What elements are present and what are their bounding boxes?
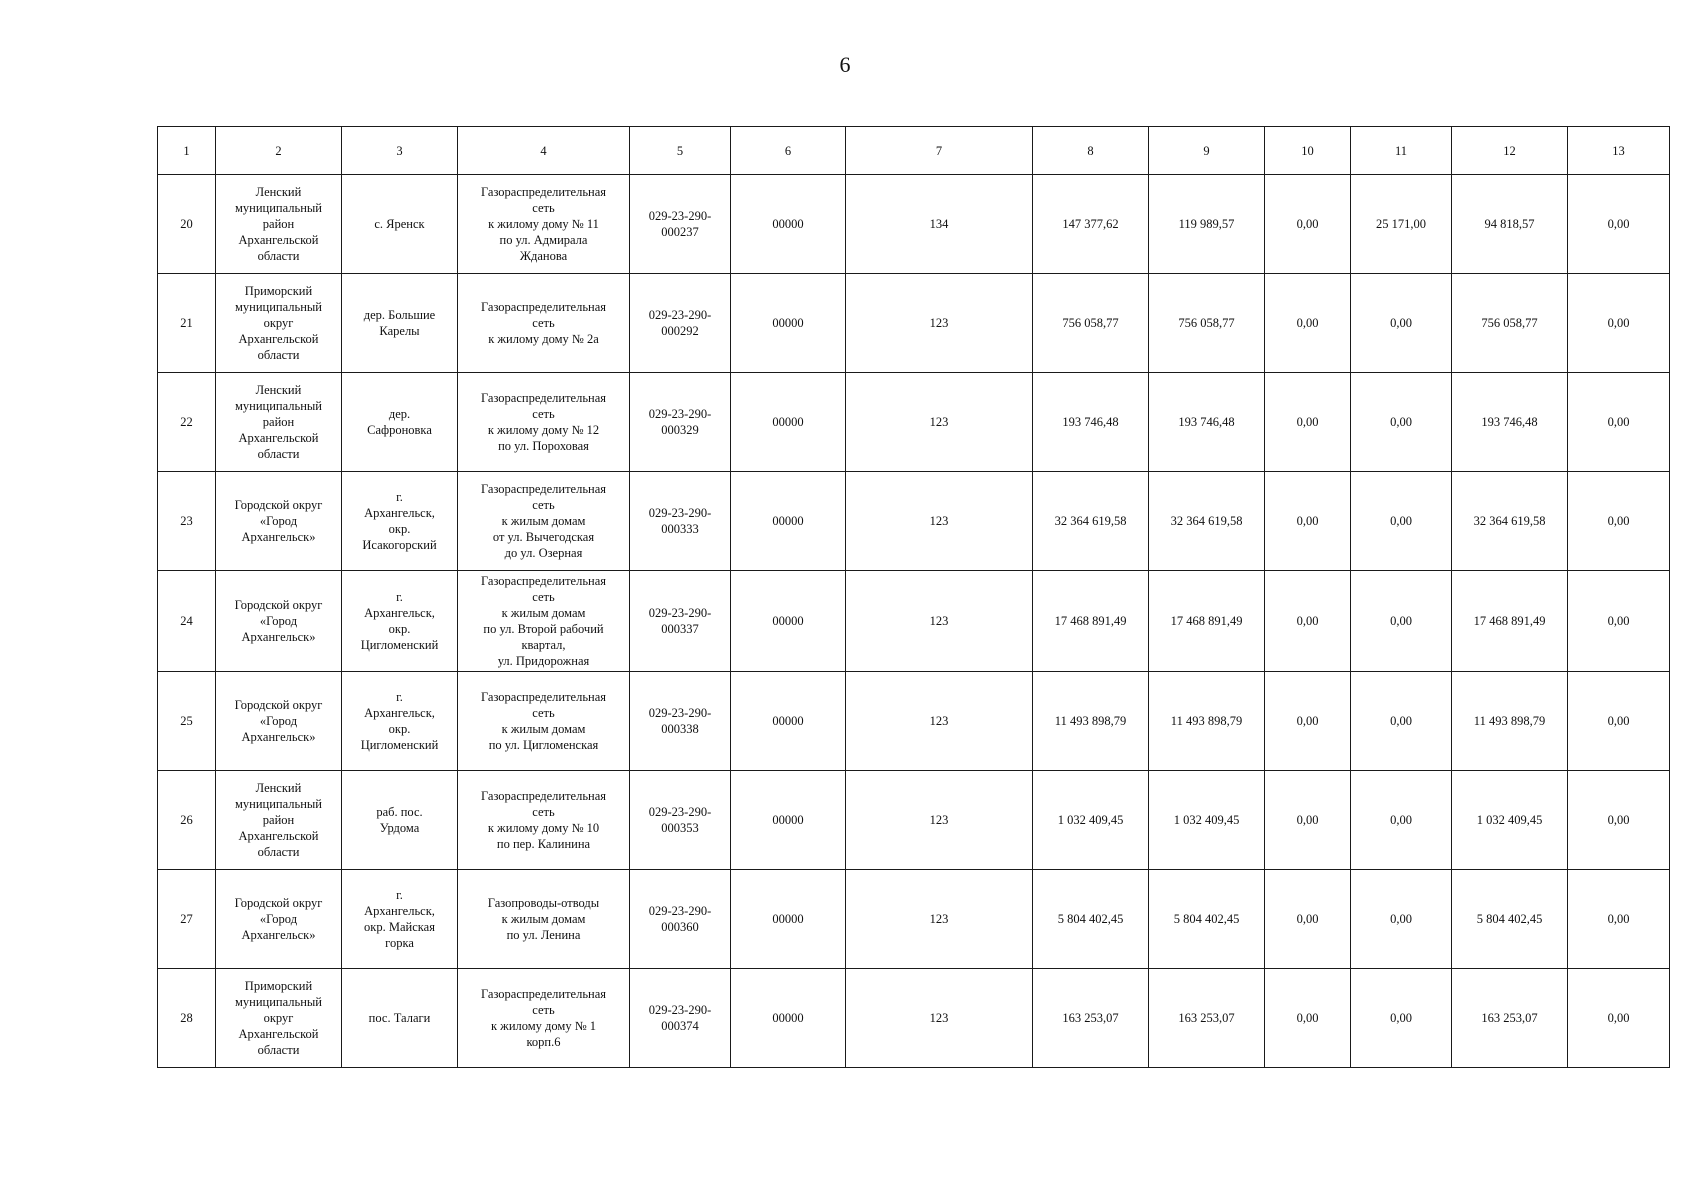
table-cell-col-13: 0,00 <box>1568 274 1670 373</box>
table-cell-col-4: Газораспределительная сеть к жилым домам по ул. Цигломенская <box>458 672 630 771</box>
table-cell-col-10: 0,00 <box>1265 274 1351 373</box>
data-table <box>157 126 1670 1068</box>
table-cell-col-2: Ленский муниципальный район Архангельской области <box>216 175 342 274</box>
table-cell-col-7: 123 <box>846 274 1033 373</box>
table-cell-col-13: 0,00 <box>1568 870 1670 969</box>
table-cell-col-12: 1 032 409,45 <box>1452 771 1568 870</box>
table-cell-col-3: г. Архангельск, окр. Цигломенский <box>342 571 458 672</box>
table-cell-col-3: дер. Большие Карелы <box>342 274 458 373</box>
table-cell-col-4: Газораспределительная сеть к жилому дому № 12 по ул. Пороховая <box>458 373 630 472</box>
table-cell-col-2: Приморский муниципальный округ Архангельской области <box>216 969 342 1068</box>
table-row <box>158 672 1670 771</box>
header-row <box>158 127 1670 175</box>
column-header-13: 13 <box>1568 127 1670 175</box>
column-header-9: 9 <box>1149 127 1265 175</box>
column-header-3: 3 <box>342 127 458 175</box>
table-cell-col-2: Городской округ «Город Архангельск» <box>216 870 342 969</box>
table-row <box>158 373 1670 472</box>
table-cell-col-10: 0,00 <box>1265 969 1351 1068</box>
table-cell-col-10: 0,00 <box>1265 672 1351 771</box>
table-cell-col-6: 00000 <box>731 472 846 571</box>
table-cell-col-10: 0,00 <box>1265 373 1351 472</box>
table-cell-col-9: 193 746,48 <box>1149 373 1265 472</box>
table-cell-col-12: 756 058,77 <box>1452 274 1568 373</box>
table-cell-col-3: пос. Талаги <box>342 969 458 1068</box>
table-cell-col-12: 17 468 891,49 <box>1452 571 1568 672</box>
table-row <box>158 571 1670 672</box>
table-cell-col-6: 00000 <box>731 672 846 771</box>
table-cell-col-10: 0,00 <box>1265 472 1351 571</box>
table-cell-col-7: 123 <box>846 672 1033 771</box>
table-cell-col-2: Приморский муниципальный округ Архангельской области <box>216 274 342 373</box>
table-cell-col-8: 147 377,62 <box>1033 175 1149 274</box>
table-cell-col-13: 0,00 <box>1568 969 1670 1068</box>
column-header-7: 7 <box>846 127 1033 175</box>
table-cell-col-9: 17 468 891,49 <box>1149 571 1265 672</box>
table-cell-col-7: 123 <box>846 771 1033 870</box>
table-cell-col-5: 029-23-290- 000329 <box>630 373 731 472</box>
table-cell-col-5: 029-23-290- 000338 <box>630 672 731 771</box>
table-cell-col-1: 27 <box>158 870 216 969</box>
table-cell-col-10: 0,00 <box>1265 571 1351 672</box>
table-cell-col-5: 029-23-290- 000337 <box>630 571 731 672</box>
table-cell-col-11: 0,00 <box>1351 969 1452 1068</box>
table-cell-col-1: 21 <box>158 274 216 373</box>
table-cell-col-11: 25 171,00 <box>1351 175 1452 274</box>
table-cell-col-8: 193 746,48 <box>1033 373 1149 472</box>
table-cell-col-11: 0,00 <box>1351 373 1452 472</box>
table-cell-col-11: 0,00 <box>1351 870 1452 969</box>
table-cell-col-4: Газораспределительная сеть к жилым домам от ул. Вычегодская до ул. Озерная <box>458 472 630 571</box>
table-cell-col-12: 163 253,07 <box>1452 969 1568 1068</box>
table-cell-col-4: Газопроводы-отводы к жилым домам по ул. Ленина <box>458 870 630 969</box>
table-cell-col-5: 029-23-290- 000353 <box>630 771 731 870</box>
table-cell-col-6: 00000 <box>731 870 846 969</box>
table-cell-col-9: 119 989,57 <box>1149 175 1265 274</box>
table-cell-col-6: 00000 <box>731 571 846 672</box>
table-cell-col-8: 163 253,07 <box>1033 969 1149 1068</box>
table-cell-col-2: Ленский муниципальный район Архангельской области <box>216 771 342 870</box>
table-cell-col-5: 029-23-290- 000292 <box>630 274 731 373</box>
table-cell-col-12: 5 804 402,45 <box>1452 870 1568 969</box>
table-cell-col-9: 11 493 898,79 <box>1149 672 1265 771</box>
table-cell-col-10: 0,00 <box>1265 870 1351 969</box>
table-cell-col-3: г. Архангельск, окр. Майская горка <box>342 870 458 969</box>
table-cell-col-9: 756 058,77 <box>1149 274 1265 373</box>
table-cell-col-1: 28 <box>158 969 216 1068</box>
table-cell-col-4: Газораспределительная сеть к жилому дому № 2а <box>458 274 630 373</box>
table-cell-col-9: 32 364 619,58 <box>1149 472 1265 571</box>
table-cell-col-1: 20 <box>158 175 216 274</box>
table-cell-col-12: 32 364 619,58 <box>1452 472 1568 571</box>
table-cell-col-8: 32 364 619,58 <box>1033 472 1149 571</box>
table-cell-col-7: 123 <box>846 472 1033 571</box>
column-header-8: 8 <box>1033 127 1149 175</box>
table-cell-col-9: 163 253,07 <box>1149 969 1265 1068</box>
table-cell-col-7: 134 <box>846 175 1033 274</box>
table-cell-col-2: Городской округ «Город Архангельск» <box>216 571 342 672</box>
table-cell-col-4: Газораспределительная сеть к жилому дому № 1 корп.6 <box>458 969 630 1068</box>
table-cell-col-13: 0,00 <box>1568 175 1670 274</box>
table-cell-col-7: 123 <box>846 969 1033 1068</box>
table-cell-col-12: 94 818,57 <box>1452 175 1568 274</box>
table-cell-col-1: 23 <box>158 472 216 571</box>
table-row <box>158 771 1670 870</box>
table-cell-col-8: 756 058,77 <box>1033 274 1149 373</box>
table-cell-col-6: 00000 <box>731 274 846 373</box>
table-cell-col-1: 24 <box>158 571 216 672</box>
table-cell-col-5: 029-23-290- 000237 <box>630 175 731 274</box>
table-cell-col-11: 0,00 <box>1351 571 1452 672</box>
table-cell-col-7: 123 <box>846 870 1033 969</box>
column-header-1: 1 <box>158 127 216 175</box>
table-cell-col-8: 17 468 891,49 <box>1033 571 1149 672</box>
table-cell-col-10: 0,00 <box>1265 175 1351 274</box>
table-cell-col-13: 0,00 <box>1568 472 1670 571</box>
table-cell-col-12: 193 746,48 <box>1452 373 1568 472</box>
table-cell-col-4: Газораспределительная сеть к жилому дому № 11 по ул. Адмирала Жданова <box>458 175 630 274</box>
table-cell-col-2: Городской округ «Город Архангельск» <box>216 672 342 771</box>
page-number: 6 <box>839 52 851 77</box>
table-cell-col-3: раб. пос. Урдома <box>342 771 458 870</box>
table-cell-col-7: 123 <box>846 571 1033 672</box>
table-cell-col-1: 25 <box>158 672 216 771</box>
table-cell-col-8: 11 493 898,79 <box>1033 672 1149 771</box>
table-cell-col-13: 0,00 <box>1568 571 1670 672</box>
table-cell-col-3: с. Яренск <box>342 175 458 274</box>
table-cell-col-5: 029-23-290- 000374 <box>630 969 731 1068</box>
table-cell-col-2: Ленский муниципальный район Архангельской области <box>216 373 342 472</box>
table-cell-col-1: 26 <box>158 771 216 870</box>
table-cell-col-11: 0,00 <box>1351 472 1452 571</box>
table-row <box>158 870 1670 969</box>
table-row <box>158 969 1670 1068</box>
column-header-12: 12 <box>1452 127 1568 175</box>
table-cell-col-3: г. Архангельск, окр. Цигломенский <box>342 672 458 771</box>
table-cell-col-4: Газораспределительная сеть к жилому дому № 10 по пер. Калинина <box>458 771 630 870</box>
column-header-5: 5 <box>630 127 731 175</box>
table-cell-col-7: 123 <box>846 373 1033 472</box>
table-body <box>158 175 1670 1068</box>
table-cell-col-11: 0,00 <box>1351 771 1452 870</box>
table-cell-col-13: 0,00 <box>1568 672 1670 771</box>
table-row <box>158 175 1670 274</box>
table-cell-col-13: 0,00 <box>1568 373 1670 472</box>
table-cell-col-6: 00000 <box>731 175 846 274</box>
table-cell-col-6: 00000 <box>731 373 846 472</box>
table-cell-col-5: 029-23-290- 000333 <box>630 472 731 571</box>
table-cell-col-12: 11 493 898,79 <box>1452 672 1568 771</box>
table-cell-col-5: 029-23-290- 000360 <box>630 870 731 969</box>
table-cell-col-1: 22 <box>158 373 216 472</box>
table-cell-col-6: 00000 <box>731 771 846 870</box>
column-header-10: 10 <box>1265 127 1351 175</box>
table-cell-col-3: дер. Сафроновка <box>342 373 458 472</box>
table-cell-col-8: 1 032 409,45 <box>1033 771 1149 870</box>
column-header-6: 6 <box>731 127 846 175</box>
table-cell-col-9: 1 032 409,45 <box>1149 771 1265 870</box>
table-row <box>158 274 1670 373</box>
table-cell-col-6: 00000 <box>731 969 846 1068</box>
table-cell-col-9: 5 804 402,45 <box>1149 870 1265 969</box>
table-cell-col-3: г. Архангельск, окр. Исакогорский <box>342 472 458 571</box>
table-cell-col-2: Городской округ «Город Архангельск» <box>216 472 342 571</box>
table-row <box>158 472 1670 571</box>
table-cell-col-11: 0,00 <box>1351 274 1452 373</box>
table-cell-col-10: 0,00 <box>1265 771 1351 870</box>
column-header-4: 4 <box>458 127 630 175</box>
column-header-2: 2 <box>216 127 342 175</box>
table-cell-col-11: 0,00 <box>1351 672 1452 771</box>
table-cell-col-13: 0,00 <box>1568 771 1670 870</box>
column-header-11: 11 <box>1351 127 1452 175</box>
table-cell-col-4: Газораспределительная сеть к жилым домам по ул. Второй рабочий квартал, ул. Придорожная <box>458 571 630 672</box>
table-cell-col-8: 5 804 402,45 <box>1033 870 1149 969</box>
